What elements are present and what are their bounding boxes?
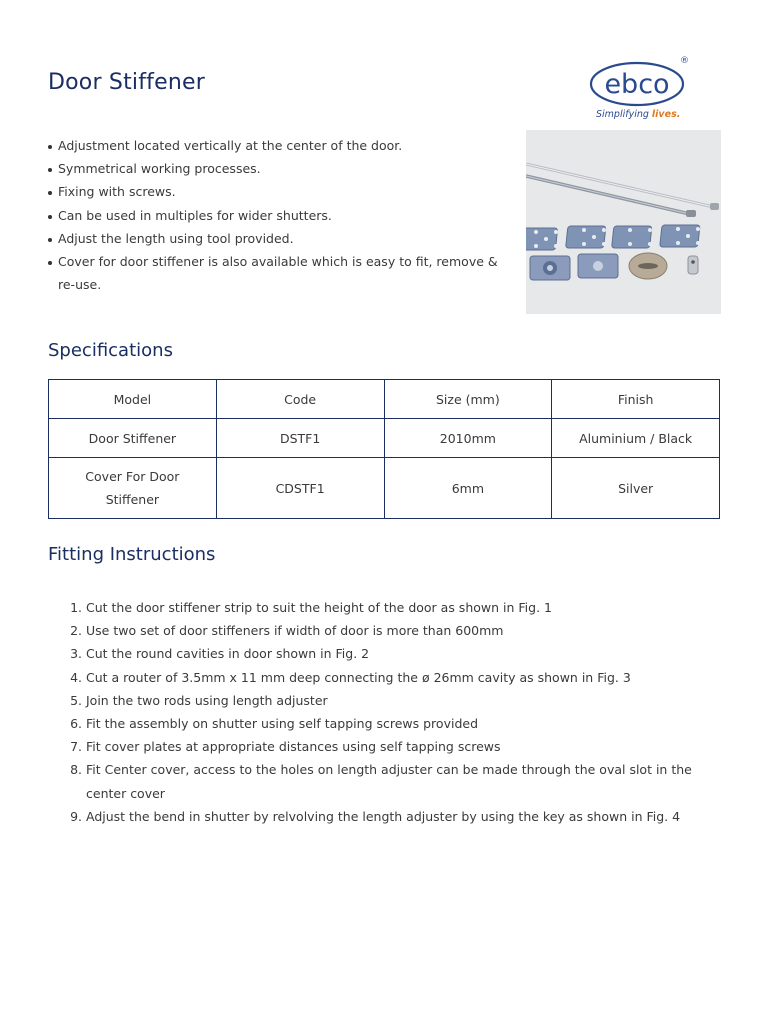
door-stiffener-kit-icon — [526, 130, 721, 314]
feature-item: Adjust the length using tool provided. — [48, 227, 516, 250]
table-row — [49, 458, 720, 519]
table-cell: DSTF1 — [216, 419, 384, 458]
header-cell-model: Model — [49, 380, 217, 419]
list-item: 1. Cut the door stiffener strip to suit the height of the door as shown in Fig. 1 — [86, 596, 736, 619]
table-header-row — [49, 380, 720, 419]
list-item: 2. Use two set of door stiffeners if width of door is more than 600mm — [86, 619, 736, 642]
feature-item: Fixing with screws. — [48, 180, 516, 203]
specifications-table — [48, 379, 720, 519]
tagline-accent: lives. — [651, 109, 681, 120]
header-cell-size: Size (mm) — [384, 380, 552, 419]
feature-list — [48, 134, 516, 296]
table-cell: Cover For Door Stiffener — [49, 458, 217, 519]
list-item: 9. Adjust the bend in shutter by relvolving the length adjuster by using the key as shown in Fig. 4 — [86, 805, 736, 828]
table-cell: Door Stiffener — [49, 419, 217, 458]
list-item: 3. Cut the round cavities in door shown in Fig. 2 — [86, 642, 736, 665]
table-cell: 2010mm — [384, 419, 552, 458]
table-cell: 6mm — [384, 458, 552, 519]
table-cell: Aluminium / Black — [552, 419, 720, 458]
specifications-heading: Specifications — [48, 340, 173, 361]
brand-tagline — [596, 109, 680, 120]
header-cell-finish: Finish — [552, 380, 720, 419]
table-cell: CDSTF1 — [216, 458, 384, 519]
feature-item: Can be used in multiples for wider shutters. — [48, 204, 516, 227]
product-image — [526, 130, 721, 314]
ebco-logo-icon — [585, 52, 695, 112]
list-item: 5. Join the two rods using length adjuster — [86, 689, 736, 712]
list-item: 6. Fit the assembly on shutter using self tapping screws provided — [86, 712, 736, 735]
fitting-steps-list — [48, 596, 736, 828]
header-cell-code: Code — [216, 380, 384, 419]
table-cell: Silver — [552, 458, 720, 519]
list-item: 8. Fit Center cover, access to the holes on length adjuster can be made through the oval slot in the center cover — [86, 758, 736, 804]
registered-mark: ® — [680, 56, 689, 66]
feature-item: Symmetrical working processes. — [48, 157, 516, 180]
table-row — [49, 419, 720, 458]
feature-item: Cover for door stiffener is also available which is easy to fit, remove & re-use. — [48, 250, 516, 296]
page-title: Door Stiffener — [48, 70, 205, 95]
list-item: 4. Cut a router of 3.5mm x 11 mm deep connecting the ø 26mm cavity as shown in Fig. 3 — [86, 666, 736, 689]
list-item: 7. Fit cover plates at appropriate distances using self tapping screws — [86, 735, 736, 758]
feature-item: Adjustment located vertically at the center of the door. — [48, 134, 516, 157]
fitting-instructions-heading: Fitting Instructions — [48, 544, 216, 565]
tagline-main: Simplifying — [596, 109, 652, 120]
logo-text: ebco — [604, 69, 670, 100]
